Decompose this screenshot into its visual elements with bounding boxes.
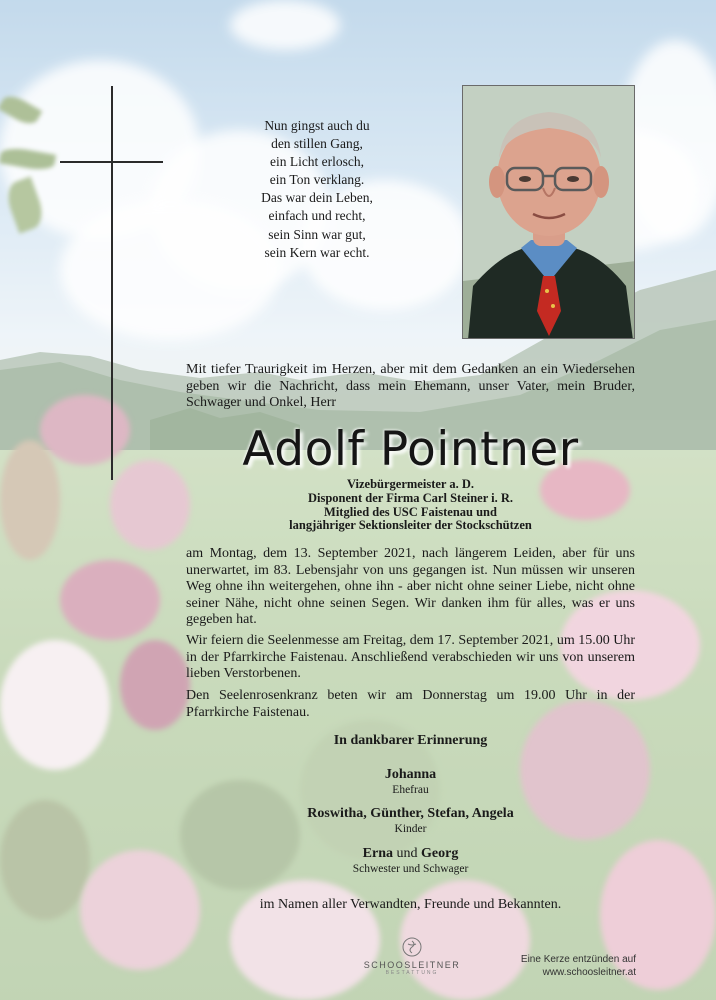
mass-paragraph: Wir feiern die Seelenmesse am Freitag, dem 17. September 2021, um 15.00 Uhr in der Pfarrkirche Faistenau. Anschließend verabschieden wir uns von unserem lieben Verstorbenen. [186,633,635,681]
poem-line: sein Kern war echt. [264,244,370,260]
passing-paragraph: am Montag, dem 13. September 2021, nach längerem Leiden, aber für uns unerwartet, im 83. Lebensjahr von uns gegangen ist. Nun müssen wir unseren Weg ohne ihn weitergehen, ohne ihn - aber nicht ohne seiner Liebe, nicht ohne seiner Nähe, nicht ohne seinen Segen. Wir danken ihm für alles, was er uns gegeben hat. [186,546,635,627]
mourner-second-name: Georg [421,846,459,861]
poem-line: einfach und recht, [268,208,366,224]
mourner-relation: Schwester und Schwager [352,863,469,875]
mourner-names: Johanna [384,767,437,782]
poem-line: sein Sinn war gut, [268,226,366,242]
portrait-photo [462,85,635,339]
mourner-group [186,806,635,835]
portrait-illustration [463,86,635,339]
candle-link[interactable]: www.schoosleitner.at [542,966,636,978]
mourner-relation: Kinder [394,823,427,835]
funeral-home-logo [352,936,472,976]
mourner-first-name: Erna [362,846,393,861]
mourner-group [186,846,635,875]
name-connector: und [393,846,421,861]
poem-line: ein Licht erlosch, [269,154,365,170]
memorial-poem [222,117,412,262]
title-line: langjähriger Sektionsleiter der Stockschützen [289,518,532,533]
cross-horizontal-bar [60,161,163,163]
title-line: Mitglied des USC Faistenau und [324,504,497,519]
poem-line: den stillen Gang, [271,136,363,152]
rosary-paragraph: Den Seelenrosenkranz beten wir am Donnerstag um 19.00 Uhr in der Pfarrkirche Faistenau. [186,688,635,720]
mourner-names [186,846,635,862]
poem-line: Das war dein Leben, [261,190,373,206]
mourner-group [186,767,635,796]
closing-line: im Namen aller Verwandten, Freunde und Bekannten. [259,897,562,912]
intro-paragraph: Mit tiefer Traurigkeit im Herzen, aber mit dem Gedanken an ein Wiedersehen geben wir die Nachricht, dass mein Ehemann, unser Vater, mein Bruder, Schwager und Onkel, Herr [186,362,635,410]
mourner-names: Roswitha, Günther, Stefan, Angela [307,806,514,821]
deceased-titles [186,478,635,533]
logo-text: SCHOOSLEITNER [363,960,461,970]
title-line: Vizebürgermeister a. D. [346,477,475,491]
logo-subtitle: BESTATTUNG [385,970,439,976]
candle-text: Eine Kerze entzünden auf [520,954,636,965]
title-line: Disponent der Firma Carl Steiner i. R. [307,490,514,505]
poem-line: ein Ton verklang. [269,172,365,188]
deceased-name: Adolf Pointner [242,422,579,477]
gratitude-heading: In dankbarer Erinnerung [333,733,488,748]
rose-icon [401,936,423,958]
candle-notice [498,954,636,979]
poem-line: Nun gingst auch du [264,118,370,133]
mourner-relation: Ehefrau [392,784,429,796]
cross-vertical-bar [111,86,113,480]
